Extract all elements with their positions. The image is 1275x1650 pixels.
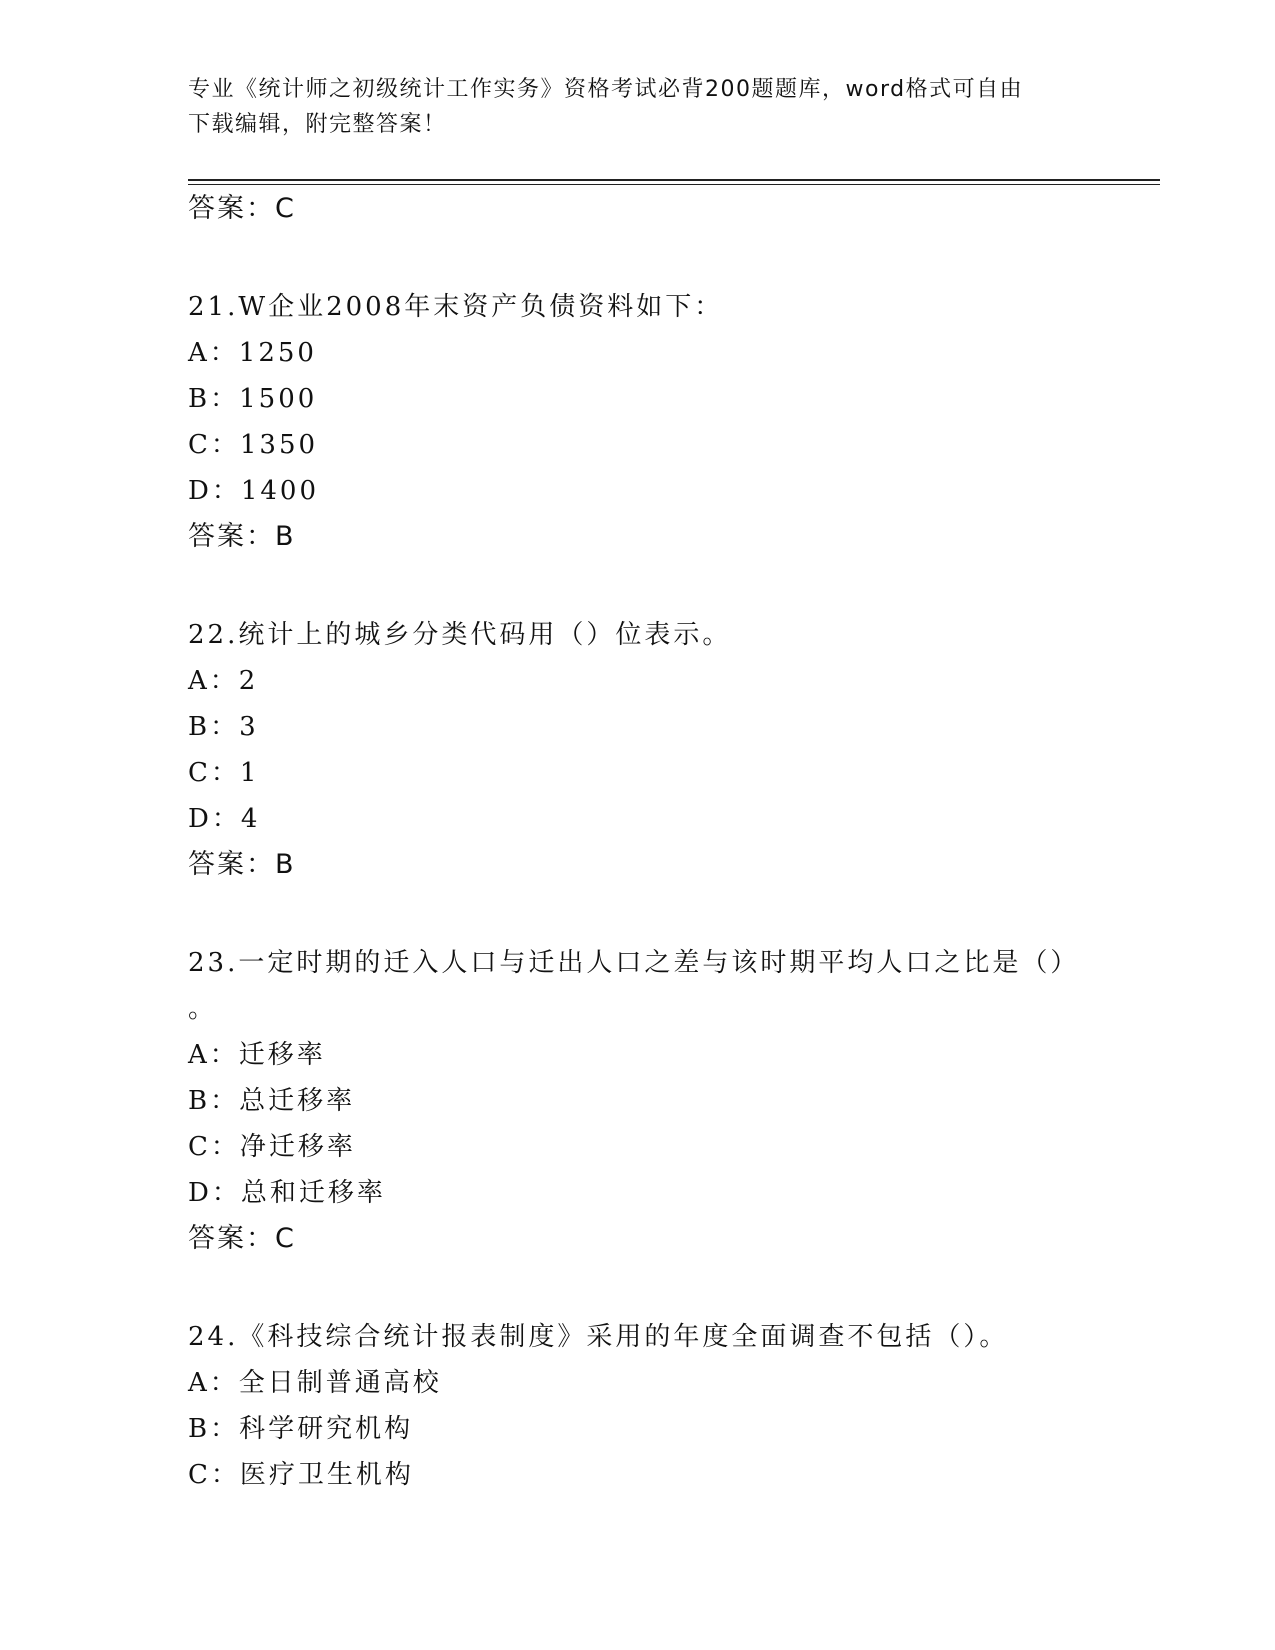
option-b: B：3 [188,712,259,742]
answer-line: 答案：C [188,193,296,224]
question-24 [188,1314,1148,1498]
spacer [188,232,1148,284]
document-header [188,72,1088,142]
option-a: A：迁移率 [188,1040,326,1070]
option-a: A：1250 [188,338,317,368]
question-21 [188,284,1148,560]
question-stem: 22.统计上的城乡分类代码用（）位表示。 [188,620,732,650]
option-b: B：科学研究机构 [188,1414,414,1444]
option-b: B：总迁移率 [188,1086,356,1116]
option-c: C：1350 [188,430,319,460]
question-stem: 24.《科技综合统计报表制度》采用的年度全面调查不包括（）。 [188,1322,1009,1352]
question-list [188,186,1148,1498]
option-d: D：总和迁移率 [188,1178,386,1208]
answer-line: 答案：B [188,521,296,552]
option-c: C：1 [188,758,260,788]
answer-line: 答案：C [188,1223,296,1254]
header-line-2: 下载编辑，附完整答案！ [188,112,447,137]
question-stem-continuation: 。 [188,994,218,1024]
option-c: C：净迁移率 [188,1132,356,1162]
option-a: A：2 [188,666,259,696]
header-rule-thick [188,179,1160,181]
question-stem: 21.W企业2008年末资产负债资料如下： [188,292,724,322]
question-stem: 23.一定时期的迁入人口与迁出人口之差与该时期平均人口之比是（） [188,948,1080,978]
header-line-1: 专业《统计师之初级统计工作实务》资格考试必背200题题库，word格式可自由 [188,77,1024,102]
question-23 [188,940,1148,1262]
answer-line: 答案：B [188,849,296,880]
spacer [188,888,1148,940]
option-d: D：1400 [188,476,320,506]
option-a: A：全日制普通高校 [188,1368,442,1398]
option-d: D：4 [188,804,261,834]
option-c: C：医疗卫生机构 [188,1460,414,1490]
question-22 [188,612,1148,888]
option-b: B：1500 [188,384,318,414]
header-rule-thin [188,184,1160,185]
spacer [188,560,1148,612]
spacer [188,1262,1148,1314]
